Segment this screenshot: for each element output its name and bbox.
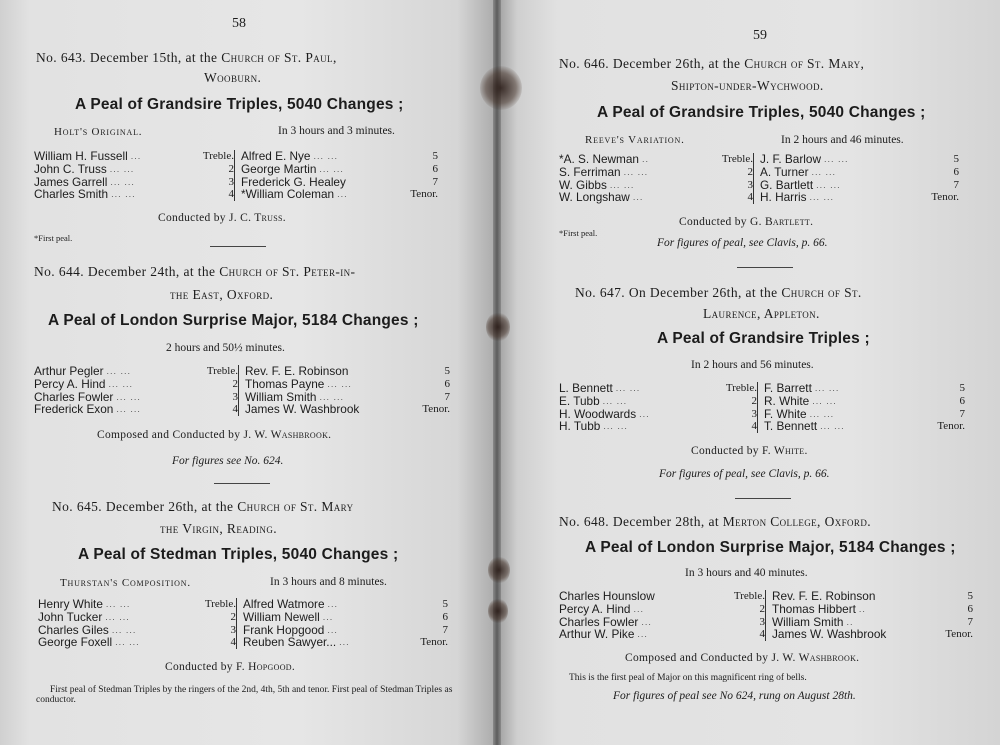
- ringer-name: Thomas Hibbert: [772, 601, 856, 616]
- peal-heading: No. 644. December 24th, at the Church of St. Peter-in-: [34, 264, 356, 279]
- ink-stain: [488, 598, 508, 624]
- peal-heading: No. 648. December 28th, at Merton College, Oxford.: [559, 514, 872, 529]
- bell-number: 4: [230, 636, 236, 649]
- ringer-name: George Martin: [241, 161, 317, 176]
- ringers-left: [38, 598, 236, 649]
- bell-number: Tenor.: [420, 636, 448, 649]
- bell-number: 7: [967, 615, 973, 628]
- bell-number: 5: [959, 382, 965, 394]
- peal-heading-line2: the East, Oxford.: [170, 287, 274, 302]
- ringers-right: [234, 150, 438, 201]
- leader-dots: ... ...: [623, 166, 649, 177]
- ringer-name: John C. Truss: [34, 161, 107, 176]
- ringer-row: [243, 611, 448, 624]
- bell-number: 3: [747, 178, 753, 191]
- leader-dots: ...: [637, 629, 648, 640]
- ringer-name: W. Gibbs: [559, 177, 607, 192]
- bell-number: 5: [967, 590, 973, 602]
- ringer-name: Alfred E. Nye: [241, 149, 311, 163]
- ringer-row: [764, 395, 965, 408]
- divider: [737, 267, 793, 268]
- ringer-row: [772, 603, 973, 616]
- peal-title: A Peal of Grandsire Triples, 5040 Changes ;: [597, 104, 926, 121]
- leader-dots: ... ...: [313, 151, 339, 161]
- peal-heading-line2: Laurence, Appleton.: [703, 306, 820, 321]
- ringer-row: [241, 188, 438, 201]
- bell-number: 5: [442, 598, 448, 610]
- leader-dots: ...: [327, 624, 338, 635]
- leader-dots: [655, 590, 729, 603]
- ringer-name: Percy A. Hind: [559, 601, 631, 616]
- bell-number: 2: [232, 377, 238, 390]
- leader-dots: ... ...: [111, 189, 136, 200]
- bell-number: 3: [751, 407, 757, 420]
- bell-number: 5: [432, 150, 438, 162]
- ringers-right: [765, 590, 973, 641]
- ringers-left: [559, 153, 753, 204]
- ringer-name: George Foxell: [38, 635, 113, 650]
- ringer-row: [559, 420, 757, 433]
- leader-dots: [875, 590, 937, 603]
- ringer-row: [245, 378, 450, 391]
- leader-dots: ... ...: [823, 154, 849, 164]
- ringer-name: T. Bennett: [764, 419, 818, 434]
- leader-dots: ...: [633, 603, 644, 614]
- ink-stain: [488, 556, 510, 584]
- ringer-row: [760, 153, 959, 166]
- leader-dots: ... ...: [816, 179, 841, 190]
- ringer-name: Frank Hopgood: [243, 622, 325, 637]
- bell-number: Treble.: [206, 365, 238, 377]
- conductor-line: Composed and Conducted by J. W. Washbrook.: [97, 429, 332, 441]
- figures-note: For figures see No. 624.: [172, 455, 284, 467]
- ringer-row: [559, 603, 765, 616]
- peal-heading-line2: the Virgin, Reading.: [160, 521, 277, 536]
- ringer-name: Charles Smith: [34, 187, 109, 202]
- ringers-left: [559, 382, 757, 433]
- peal-time: In 2 hours and 56 minutes.: [691, 359, 814, 371]
- peal-heading: No. 643. December 15th, at the Church of St. Paul,: [36, 50, 337, 65]
- bell-number: 7: [432, 175, 438, 188]
- bell-number: 4: [232, 403, 238, 416]
- leader-dots: ...: [337, 189, 348, 200]
- ringer-row: [559, 191, 753, 204]
- peal-heading-line2: Wooburn.: [204, 70, 262, 85]
- divider: [735, 498, 791, 499]
- leader-dots: ... ...: [319, 163, 344, 174]
- bell-number: 5: [953, 153, 959, 165]
- leader-dots: ..: [846, 616, 854, 627]
- ringer-row: [559, 395, 757, 408]
- ringer-name: Charles Giles: [38, 622, 109, 637]
- divider: [214, 483, 270, 484]
- bell-number: 3: [759, 615, 765, 628]
- band-list: [38, 598, 448, 649]
- bell-number: 5: [444, 365, 450, 377]
- band-list: [34, 150, 438, 201]
- ringer-name: Reuben Sawyer...: [243, 635, 337, 650]
- leader-dots: [348, 365, 414, 378]
- leader-dots: ...: [639, 408, 650, 419]
- bell-number: Treble.: [733, 590, 765, 602]
- ringer-name: G. Bartlett: [760, 177, 814, 192]
- ringer-row: [559, 590, 765, 603]
- ringers-right: [238, 365, 450, 416]
- ringer-name: Frederick Exon: [34, 402, 114, 417]
- ringer-name: William Newell: [243, 609, 320, 624]
- leader-dots: ... ...: [108, 378, 133, 389]
- ringer-name: James W. Washbrook: [772, 627, 887, 642]
- page-number: 58: [232, 16, 246, 31]
- leader-dots: ... ...: [809, 408, 835, 419]
- leader-dots: ...: [322, 611, 334, 622]
- ringer-row: [241, 150, 438, 163]
- ringer-name: *William Coleman: [241, 187, 335, 202]
- ink-stain: [486, 312, 510, 342]
- bell-number: Tenor.: [931, 191, 959, 204]
- ringer-row: [38, 636, 236, 649]
- conductor-line: Composed and Conducted by J. W. Washbrook.: [625, 652, 860, 664]
- divider: [210, 246, 266, 247]
- bell-number: 6: [432, 162, 438, 175]
- leader-dots: ... ...: [109, 163, 135, 174]
- ringer-name: Percy A. Hind: [34, 376, 106, 391]
- ringer-name: S. Ferriman: [559, 164, 621, 179]
- figures-note: For figures of peal see No 624, rung on August 28th.: [613, 690, 856, 702]
- conductor-line: Conducted by J. C. Truss.: [158, 212, 286, 224]
- leader-dots: [886, 628, 937, 641]
- conductor-line: Conducted by F. Hopgood.: [165, 661, 296, 673]
- left-page: [0, 0, 497, 745]
- ringer-row: [772, 628, 973, 641]
- peal-time: In 3 hours and 3 minutes.: [278, 125, 395, 137]
- bell-number: 6: [953, 165, 959, 178]
- leader-dots: ... ...: [116, 391, 141, 402]
- leader-dots: ..: [858, 603, 866, 614]
- method-note: Reeve's Variation.: [585, 134, 685, 146]
- bell-number: Treble.: [721, 153, 753, 165]
- leader-dots: ... ...: [603, 421, 628, 432]
- leader-dots: ... ...: [812, 395, 837, 406]
- ringer-row: [760, 191, 959, 204]
- leader-dots: ..: [642, 154, 650, 164]
- peal-title: A Peal of Stedman Triples, 5040 Changes ;: [78, 546, 399, 563]
- ringer-name: R. White: [764, 393, 810, 408]
- bell-number: Tenor.: [937, 420, 965, 433]
- conductor-line: Conducted by F. White.: [691, 445, 808, 457]
- leader-dots: [346, 176, 402, 189]
- leader-dots: ...: [130, 151, 142, 161]
- ringer-name: Thomas Payne: [245, 376, 325, 391]
- leader-dots: ... ...: [615, 383, 641, 393]
- bell-number: Treble.: [202, 150, 234, 162]
- leader-dots: ... ...: [820, 421, 845, 432]
- bell-number: 2: [228, 162, 234, 175]
- leader-dots: [359, 403, 414, 416]
- ringer-name: H. Woodwards: [559, 406, 637, 421]
- bell-number: Tenor.: [945, 628, 973, 641]
- peal-heading: No. 645. December 26th, at the Church of St. Mary: [52, 499, 354, 514]
- bell-number: 7: [442, 623, 448, 636]
- ringer-name: Charles Fowler: [559, 614, 639, 629]
- bell-number: 4: [759, 628, 765, 641]
- band-list: [559, 153, 959, 204]
- peal-note: This is the first peal of Major on this magnificent ring of bells.: [569, 673, 807, 683]
- ringers-left: [34, 150, 234, 201]
- ringer-row: [241, 163, 438, 176]
- ringers-left: [559, 590, 765, 641]
- leader-dots: ... ...: [319, 391, 344, 402]
- ringer-row: [34, 150, 234, 163]
- leader-dots: ...: [339, 637, 350, 648]
- peal-title: A Peal of London Surprise Major, 5184 Changes ;: [585, 539, 956, 556]
- bell-number: 4: [747, 191, 753, 204]
- footnote: *First peal.: [559, 228, 598, 238]
- ringer-name: J. F. Barlow: [760, 152, 821, 166]
- ringer-row: [34, 378, 238, 391]
- ringer-name: Arthur W. Pike: [559, 627, 635, 642]
- ringer-name: L. Bennett: [559, 381, 613, 395]
- bell-number: 6: [967, 602, 973, 615]
- peal-heading: No. 646. December 26th, at the Church of St. Mary,: [559, 56, 865, 71]
- peal-heading: No. 647. On December 26th, at the Church of St.: [575, 285, 862, 300]
- ringer-row: [38, 611, 236, 624]
- peal-time: In 3 hours and 8 minutes.: [270, 576, 387, 588]
- leader-dots: ...: [632, 192, 644, 203]
- figures-note: For figures of peal, see Clavis, p. 66.: [659, 468, 830, 480]
- ringer-row: [559, 382, 757, 395]
- ringer-name: John Tucker: [38, 609, 103, 624]
- peal-note: First peal of Stedman Triples by the ringers of the 2nd, 4th, 5th and tenor. First peal of Stedman Triples as conductor.: [36, 685, 453, 705]
- leader-dots: ... ...: [105, 599, 131, 609]
- ringer-row: [245, 365, 450, 378]
- peal-title: A Peal of Grandsire Triples, 5040 Changes ;: [75, 96, 404, 113]
- band-list: [34, 365, 450, 416]
- ringers-left: [34, 365, 238, 416]
- ringer-row: [764, 420, 965, 433]
- ringers-right: [753, 153, 959, 204]
- ringer-name: Rev. F. E. Robinson: [772, 589, 876, 603]
- ringer-row: [559, 628, 765, 641]
- leader-dots: ... ...: [609, 179, 635, 190]
- ringer-row: [760, 166, 959, 179]
- bell-number: 7: [444, 390, 450, 403]
- bell-number: Tenor.: [422, 403, 450, 416]
- leader-dots: ... ...: [602, 395, 628, 406]
- leader-dots: ... ...: [115, 637, 140, 648]
- bell-number: 6: [959, 394, 965, 407]
- ringer-row: [245, 403, 450, 416]
- ringers-right: [236, 598, 448, 649]
- leader-dots: ...: [641, 616, 652, 627]
- bell-number: 7: [953, 178, 959, 191]
- ringer-name: James Garrell: [34, 174, 108, 189]
- ringer-row: [243, 636, 448, 649]
- footnote: *First peal.: [34, 233, 73, 243]
- ringer-name: William Smith: [245, 389, 317, 404]
- figures-note: For figures of peal, see Clavis, p. 66.: [657, 237, 828, 249]
- leader-dots: ... ...: [106, 366, 132, 376]
- band-list: [559, 382, 965, 433]
- bell-number: 3: [228, 175, 234, 188]
- bell-number: 3: [232, 390, 238, 403]
- bell-number: 2: [751, 394, 757, 407]
- method-note: Holt's Original.: [54, 126, 143, 138]
- ringer-name: Rev. F. E. Robinson: [245, 364, 349, 378]
- book-gutter: [493, 0, 501, 745]
- ringer-name: James W. Washbrook: [245, 402, 360, 417]
- bell-number: 4: [228, 188, 234, 201]
- bell-number: 2: [747, 165, 753, 178]
- ringer-name: William H. Fussell: [34, 149, 128, 163]
- ringer-name: H. Harris: [760, 190, 807, 205]
- leader-dots: ... ...: [327, 378, 352, 389]
- leader-dots: ... ...: [110, 176, 135, 187]
- conductor-line: Conducted by G. Bartlett.: [679, 216, 814, 228]
- bell-number: Treble.: [725, 382, 757, 394]
- leader-dots: ...: [327, 599, 339, 609]
- ringer-name: Henry White: [38, 597, 103, 611]
- ringer-name: William Smith: [772, 614, 844, 629]
- bell-number: Tenor.: [410, 188, 438, 201]
- ringer-row: [243, 598, 448, 611]
- bell-number: 7: [959, 407, 965, 420]
- bell-number: 6: [442, 610, 448, 623]
- ringer-name: Arthur Pegler: [34, 364, 104, 378]
- peal-title: A Peal of London Surprise Major, 5184 Changes ;: [48, 312, 419, 329]
- ringer-row: [559, 166, 753, 179]
- ringer-name: Charles Hounslow: [559, 589, 655, 603]
- ringers-right: [757, 382, 965, 433]
- leader-dots: ... ...: [811, 166, 837, 177]
- ringer-row: [764, 382, 965, 395]
- ringer-row: [34, 403, 238, 416]
- leader-dots: ... ...: [809, 192, 835, 203]
- peal-title: A Peal of Grandsire Triples ;: [657, 330, 870, 347]
- bell-number: 4: [751, 420, 757, 433]
- ringer-row: [559, 153, 753, 166]
- ringer-name: Alfred Watmore: [243, 597, 325, 611]
- leader-dots: ... ...: [105, 611, 130, 622]
- ringer-row: [34, 188, 234, 201]
- method-note: Thurstan's Composition.: [60, 577, 191, 589]
- leader-dots: ... ...: [814, 383, 840, 393]
- bell-number: 3: [230, 623, 236, 636]
- ringer-row: [34, 365, 238, 378]
- peal-time: In 2 hours and 46 minutes.: [781, 134, 904, 146]
- ringer-row: [34, 163, 234, 176]
- peal-time: In 3 hours and 40 minutes.: [685, 567, 808, 579]
- ringer-name: *A. S. Newman: [559, 152, 639, 166]
- bell-number: 2: [230, 610, 236, 623]
- ringer-name: Charles Fowler: [34, 389, 114, 404]
- page-number: 59: [753, 28, 767, 43]
- ink-stain: [480, 66, 522, 110]
- bell-number: Treble.: [204, 598, 236, 610]
- ringer-row: [38, 598, 236, 611]
- right-page: [497, 0, 1000, 745]
- ringer-name: A. Turner: [760, 164, 809, 179]
- ringer-name: E. Tubb: [559, 393, 600, 408]
- bell-number: 6: [444, 377, 450, 390]
- ringer-name: F. Barrett: [764, 381, 812, 395]
- ringer-name: F. White: [764, 406, 807, 421]
- peal-heading-line2: Shipton-under-Wychwood.: [671, 78, 824, 93]
- bell-number: 2: [759, 602, 765, 615]
- ringer-name: H. Tubb: [559, 419, 601, 434]
- leader-dots: ... ...: [116, 404, 141, 415]
- ringer-row: [772, 590, 973, 603]
- leader-dots: ... ...: [111, 624, 137, 635]
- ringer-name: Frederick G. Healey: [241, 174, 346, 189]
- peal-time: 2 hours and 50½ minutes.: [166, 342, 285, 354]
- band-list: [559, 590, 973, 641]
- ringer-name: W. Longshaw: [559, 190, 630, 205]
